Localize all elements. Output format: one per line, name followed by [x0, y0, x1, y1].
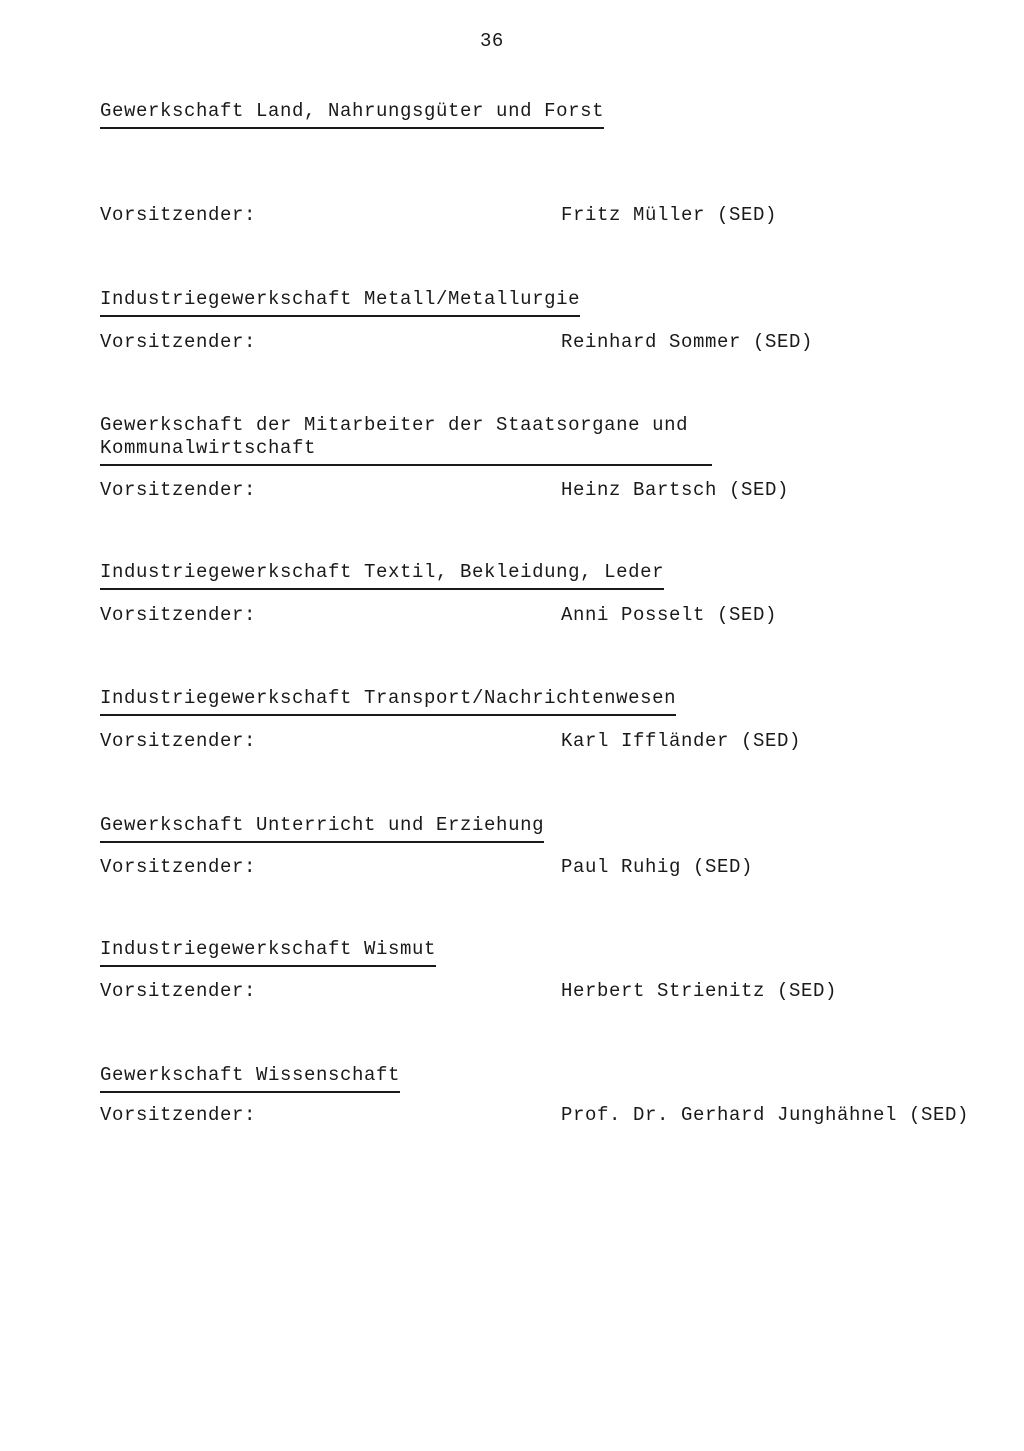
- chair-label: Vorsitzender:: [100, 204, 257, 226]
- union-heading: Industriegewerkschaft Transport/Nachrichtenwesen: [100, 687, 676, 716]
- union-section: [100, 938, 1000, 967]
- chair-row: [100, 479, 1000, 505]
- union-section: [100, 687, 1000, 716]
- union-heading: Industriegewerkschaft Metall/Metallurgie: [100, 288, 580, 317]
- union-heading: Gewerkschaft Unterricht und Erziehung: [100, 814, 544, 843]
- chair-label: Vorsitzender:: [100, 1104, 257, 1126]
- chair-row: [100, 331, 1000, 357]
- chair-label: Vorsitzender:: [100, 479, 257, 501]
- chair-row: [100, 1104, 1000, 1130]
- union-heading: Industriegewerkschaft Wismut: [100, 938, 436, 967]
- chair-label: Vorsitzender:: [100, 980, 257, 1002]
- union-section: [100, 814, 1000, 843]
- chair-row: [100, 204, 1000, 230]
- chair-name: Herbert Strienitz (SED): [561, 980, 838, 1002]
- union-heading: Industriegewerkschaft Textil, Bekleidung, Leder: [100, 561, 664, 590]
- chair-label: Vorsitzender:: [100, 604, 257, 626]
- chair-name: Anni Posselt (SED): [561, 604, 778, 626]
- union-section: [100, 288, 1000, 317]
- chair-name: Fritz Müller (SED): [561, 204, 778, 226]
- chair-row: [100, 856, 1000, 882]
- union-heading: Gewerkschaft Wissenschaft: [100, 1064, 400, 1093]
- chair-name: Reinhard Sommer (SED): [561, 331, 814, 353]
- chair-name: Prof. Dr. Gerhard Junghähnel (SED): [561, 1104, 970, 1126]
- chair-row: [100, 980, 1000, 1006]
- page-number: 36: [480, 30, 504, 52]
- union-section: [100, 1064, 1000, 1093]
- chair-label: Vorsitzender:: [100, 331, 257, 353]
- union-section: [100, 561, 1000, 590]
- chair-label: Vorsitzender:: [100, 730, 257, 752]
- union-heading: Gewerkschaft Land, Nahrungsgüter und Forst: [100, 100, 604, 129]
- chair-row: [100, 730, 1000, 756]
- chair-name: Karl Iffländer (SED): [561, 730, 802, 752]
- chair-label: Vorsitzender:: [100, 856, 257, 878]
- union-section: [100, 414, 1000, 466]
- chair-row: [100, 604, 1000, 630]
- union-heading: Gewerkschaft der Mitarbeiter der Staatsorgane und Kommunalwirtschaft: [100, 414, 712, 466]
- chair-name: Heinz Bartsch (SED): [561, 479, 790, 501]
- union-section: [100, 100, 1000, 129]
- chair-name: Paul Ruhig (SED): [561, 856, 754, 878]
